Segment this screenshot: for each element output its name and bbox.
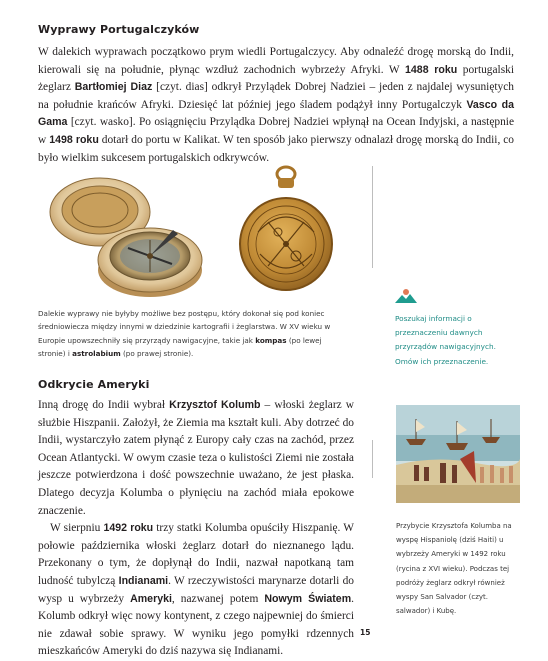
- bold-term: Indianami: [118, 574, 169, 587]
- mountain-landscape-icon: [395, 287, 417, 305]
- america-discovery-text: [38, 397, 354, 661]
- section-heading-america: Odkrycie Ameryki: [38, 378, 150, 391]
- bold-term: 1492 roku: [103, 522, 154, 535]
- bold-term: Vasco da Gama: [38, 98, 514, 129]
- photo-caption: [38, 307, 340, 361]
- bold-term: 1488 roku: [405, 63, 458, 76]
- column-divider-lower: [372, 440, 373, 478]
- america-paragraph-1: Inną drogę do Indii wybrał Krzysztof Kolumb – włoski żeglarz w służbie Hiszpanii. Założył, że Ziemia ma kształt kuli. Aby dotrzeć do Indii, wystarczyło zatem płynąć z Europy cały czas na zachód, przez Ocean Atlantycki. W owym czasie teza o kulistości Ziemi nie została jeszcze potwierdzona i dość powszechnie uważano, że jest płaska. Dlatego decyzja Kolumba o płynięciu na zachód miała epokowe znaczenie.: [38, 399, 355, 517]
- portuguese-voyages-paragraph: [38, 44, 514, 167]
- america-paragraph-2: W sierpniu 1492 roku trzy statki Kolumba opuściły Hiszpanię. W połowie października włoski żeglarz dotarł do nieznanego lądu. Przekonany o tym, że dopłynął do Indii, nazwał napotkaną tam ludność tubylczą Indianami. W rzeczywistości marynarze dotarli do wysp u wybrzeży Ameryki, nazwanej potem Nowym Światem. Kolumb odkrył więc nowy kontynent, z czego najpewniej do śmierci nie zdawał sobie sprawy. W wyniku jego pomyłki rdzennych mieszkańców Ameryki do dziś nazywa się Indianami.: [38, 522, 355, 658]
- task-note: Poszukaj informacji o przeznaczeniu dawnych przyrządów nawigacyjnych. Omów ich przeznaczenie.: [395, 314, 496, 366]
- bold-term: astrolabium: [72, 349, 121, 359]
- column-divider: [372, 166, 373, 268]
- paragraph-rich-text: W dalekich wyprawach początkowo prym wiedli Portugalczycy. Aby odnaleźć drogę morską do Indii, kierowali się na południe, płynąc wzdłuż zachodnich wybrzeży Afryki. W 1488 roku portugalski żeglarz Bartłomiej Diaz [czyt. dias] odkrył Przylądek Dobrej Nadziei – jeden z najdalej wysuniętych na południe krańców Afryki. Dziesięć lat później jego śladem podążył inny Portugalczyk Vasco da Gama [czyt. wasko]. Po osiągnięciu Przylądka Dobrej Nadziei wpłynął na Ocean Indyjski, a następnie w 1498 roku dotarł do portu w Kalikat. W ten sposób jako pierwszy odnalazł drogę morską do Indii, co było wielkim sukcesem portugalskich odkrywców.: [38, 46, 515, 164]
- bold-term: Krzysztof Kolumb: [169, 399, 261, 411]
- page-number: 15: [360, 628, 371, 637]
- engraving-caption: Przybycie Krzysztofa Kolumba na wyspę Hispaniolę (dziś Haiti) u wybrzeży Ameryki w 1492 roku (rycina z XVI wieku). Podczas tej podróży żeglarz odkrył również wyspy San Salvador (czyt. salwador) i Kubę.: [396, 522, 512, 616]
- bold-term: Ameryki: [130, 592, 172, 605]
- bold-term: Bartłomiej Diaz: [74, 81, 153, 94]
- astrolabe-photo: [238, 162, 334, 302]
- columbus-engraving-image: [396, 405, 520, 503]
- compass-photo: [38, 168, 208, 300]
- section-heading-portuguese: Wyprawy Portugalczyków: [38, 23, 200, 36]
- bold-term: 1498 roku: [49, 133, 99, 146]
- bold-term: kompas: [255, 335, 287, 345]
- bold-term: Nowym Światem: [264, 592, 352, 605]
- caption-rich-text: Dalekie wyprawy nie byłyby możliwe bez postępu, który dokonał się pod koniec średniowiecza między innymi w dziedzinie kartografii i żeglarstwa. W XV wieku w Europie upowszechniły się przyrządy nawigacyjne, takie jak kompas (po lewej stronie) i astrolabium (po prawej stronie).: [38, 309, 331, 359]
